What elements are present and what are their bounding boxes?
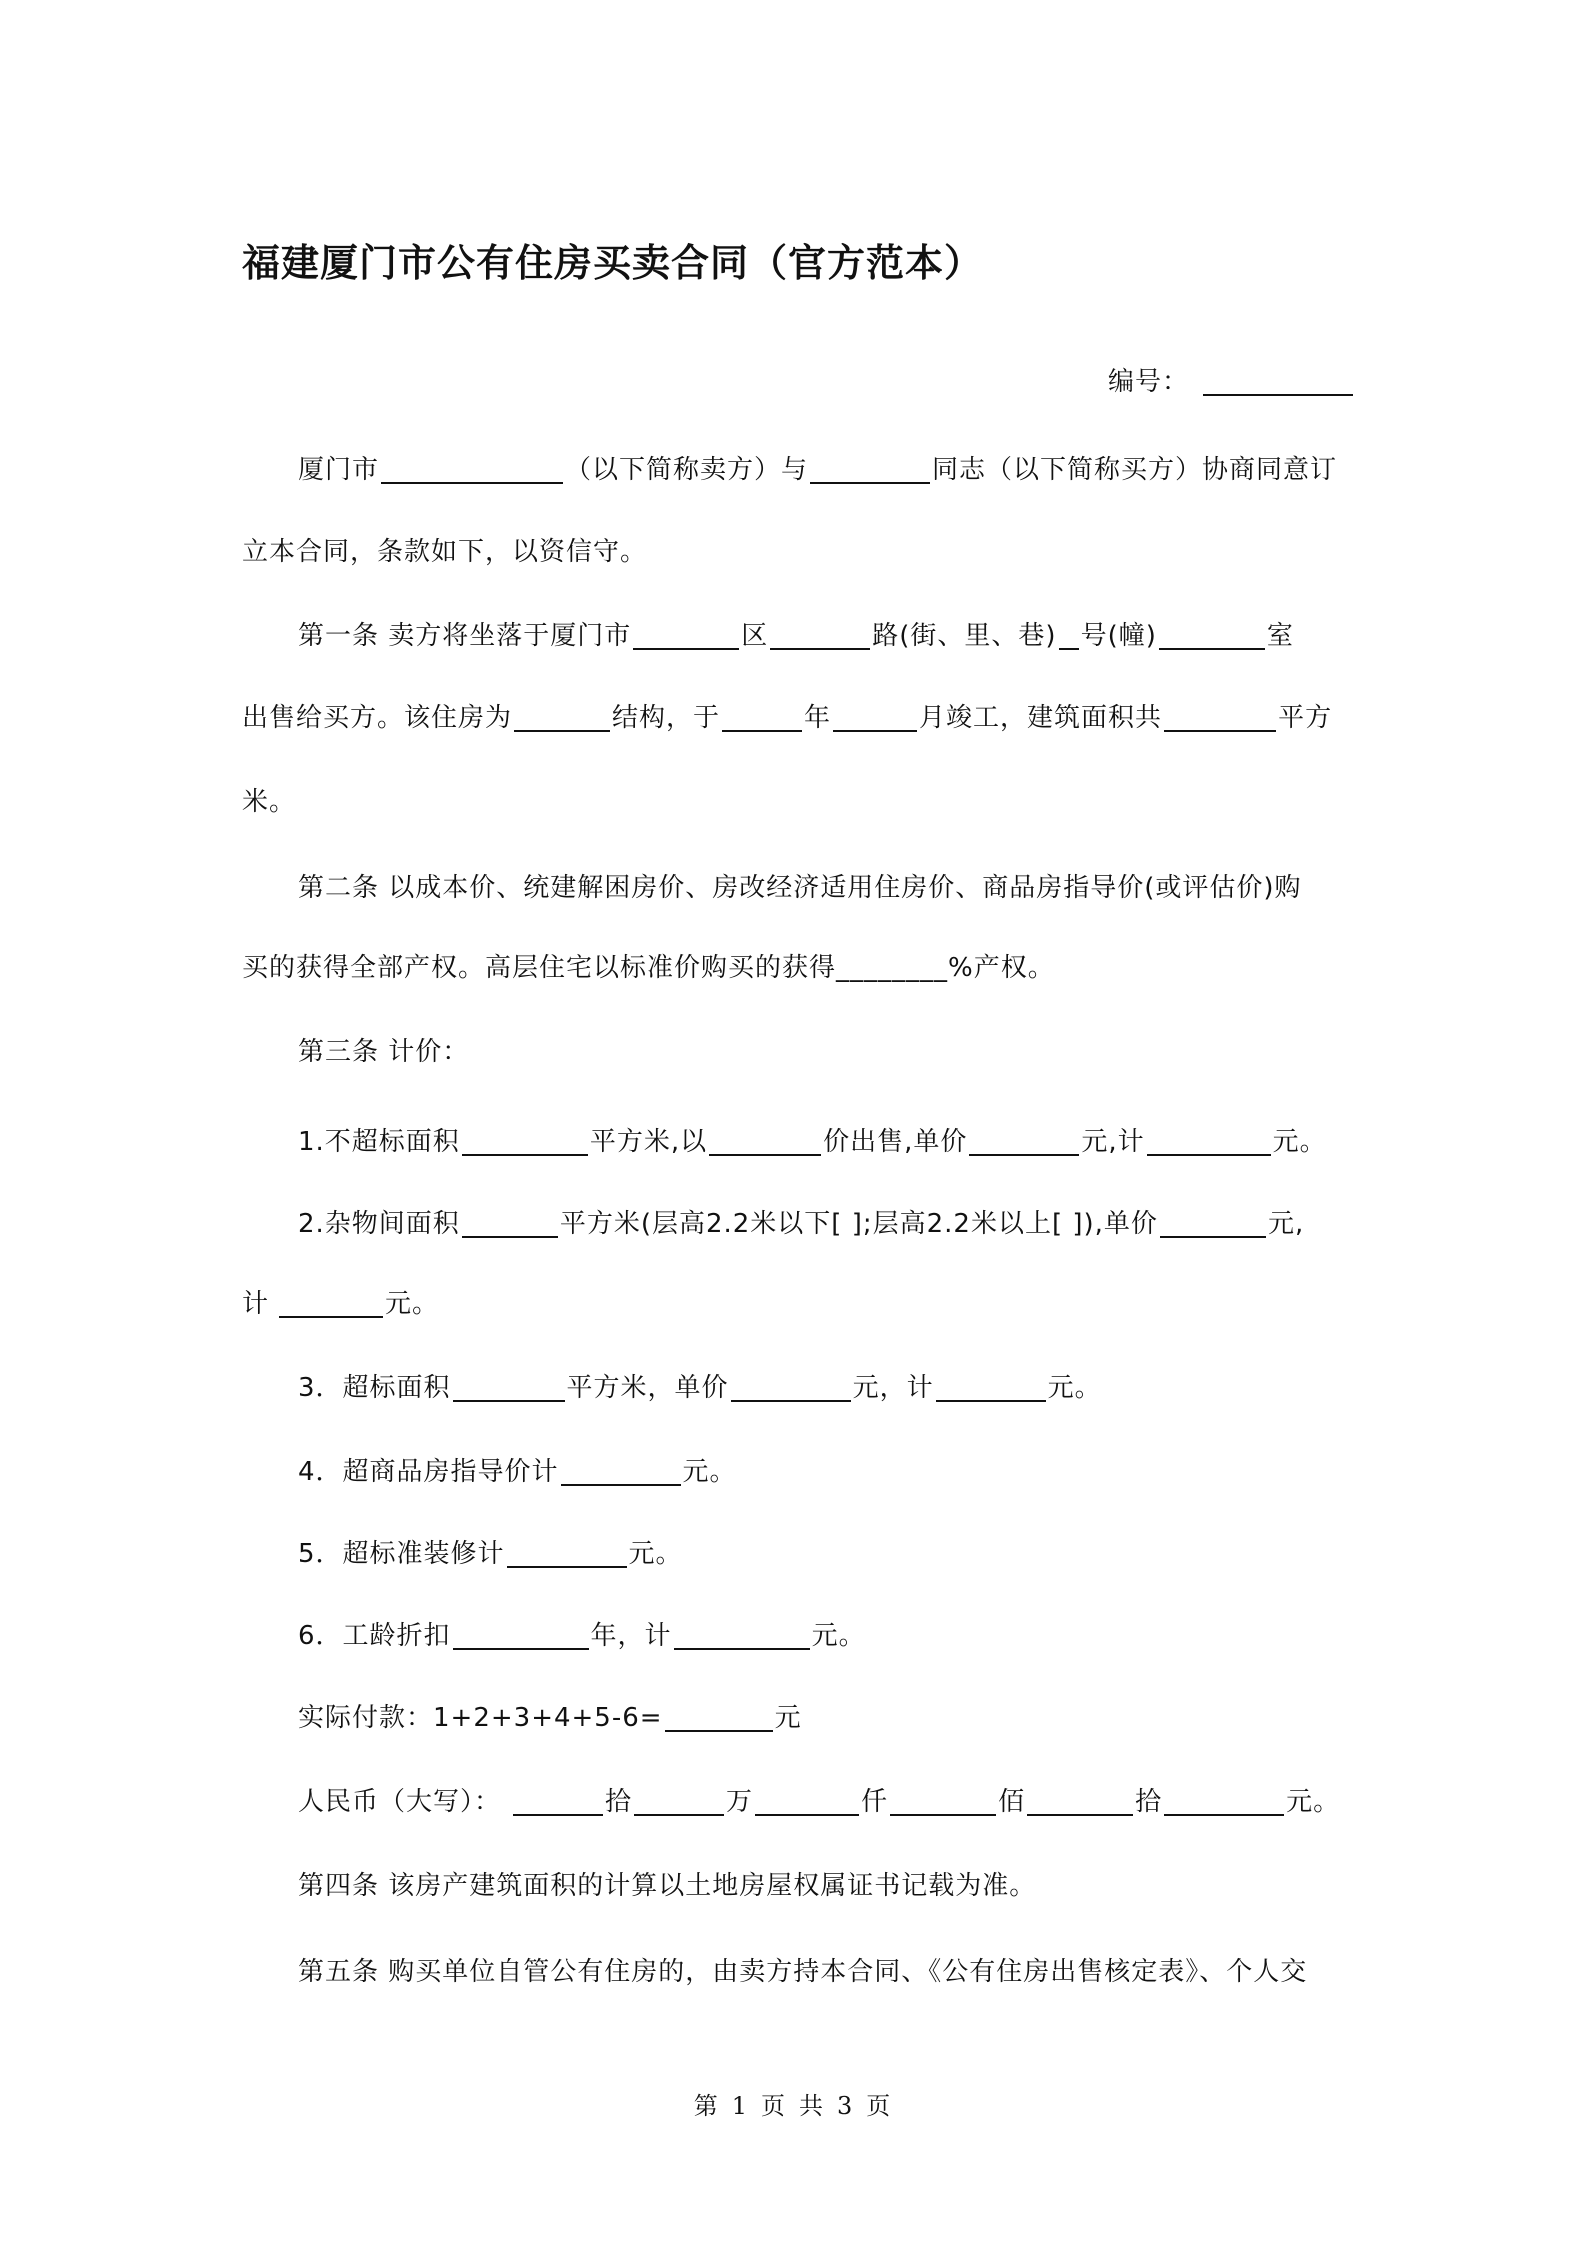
item-text: 2.杂物间面积 [298, 1209, 460, 1239]
item-text: 元, [1267, 1209, 1305, 1239]
intro-line-2: 立本合同，条款如下，以资信守。 [242, 537, 648, 567]
seniority-years-blank [453, 1618, 589, 1650]
intro-line-1 [298, 450, 1337, 490]
total-blank [1147, 1124, 1271, 1156]
amount-blank [513, 1784, 603, 1816]
item-text: 1.不超标面积 [298, 1127, 460, 1157]
article-text: 买的获得全部产权。高层住宅以标准价购买的获得 [242, 953, 837, 983]
article-text: 平方 [1278, 703, 1333, 733]
month-blank [833, 700, 917, 732]
current-page-number: 1 [731, 2092, 749, 2120]
footer-text: 第 [693, 2092, 720, 2120]
intro-text: 同志（以下简称买方）协商同意订 [932, 455, 1338, 485]
article-text: 出售给买方。该住房为 [242, 703, 513, 733]
article-text: 路(街、里、巷) [872, 621, 1057, 651]
storage-area-blank [462, 1206, 558, 1238]
structure-blank [514, 700, 610, 732]
room-blank [1159, 618, 1265, 650]
serial-label: 编号： [1108, 367, 1190, 397]
serial-number-line [1108, 362, 1355, 402]
area-blank [1164, 700, 1276, 732]
item-text: 元，计 [852, 1373, 934, 1403]
item-text: 元。 [385, 1289, 440, 1319]
article-2-line-1: 第二条 以成本价、统建解困房价、房改经济适用住房价、商品房指导价(或评估价)购 [298, 873, 1302, 903]
footer-text: 页 [866, 2092, 893, 2120]
article-1-line-3: 米。 [242, 787, 297, 817]
item-text: 元。 [1272, 1127, 1327, 1157]
intro-text: 厦门市 [298, 455, 380, 485]
item-text: 5．超标准装修计 [298, 1539, 505, 1569]
serial-blank [1203, 364, 1353, 396]
item-text: 价出售,单价 [823, 1127, 968, 1157]
article-1-line-2 [242, 698, 1332, 738]
footer-text: 页 [761, 2092, 787, 2120]
article-text: %产权。 [948, 953, 1055, 983]
article-text: 室 [1266, 621, 1294, 651]
excess-area-blank [453, 1370, 565, 1402]
article-5-line-1: 第五条 购买单位自管公有住房的，由卖方持本合同、《公有住房出售核定表》、个人交 [298, 1957, 1308, 1987]
item-text: 平方米,以 [589, 1127, 708, 1157]
item-text: 4．超商品房指导价计 [298, 1457, 559, 1487]
item-text: 平方米，单价 [566, 1373, 729, 1403]
article-1-line-1 [298, 616, 1294, 656]
article-text: 结构，于 [612, 703, 721, 733]
item-text: 平方米(层高2.2米以下[ ];层高2.2米以上[ ]),单价 [559, 1209, 1158, 1239]
item-text: 实际付款：1+2+3+4+5-6= [298, 1703, 663, 1733]
item-text: 元。 [1286, 1787, 1341, 1817]
item-text: 元,计 [1081, 1127, 1145, 1157]
item-text: 元。 [1047, 1373, 1102, 1403]
price-type-blank [709, 1124, 821, 1156]
excess-price-blank [561, 1454, 681, 1486]
district-blank [633, 618, 739, 650]
price-item-6 [298, 1616, 866, 1656]
buyer-blank [810, 452, 930, 484]
item-text: 拾 [605, 1787, 633, 1817]
price-item-2-cont [242, 1284, 439, 1324]
item-text: 元。 [682, 1457, 737, 1487]
unit-price-blank [1160, 1206, 1266, 1238]
item-text: 6．工龄折扣 [298, 1621, 451, 1651]
item-text: 佰 [998, 1787, 1026, 1817]
article-4: 第四条 该房产建筑面积的计算以土地房屋权属证书记载为准。 [298, 1871, 1037, 1901]
price-item-4 [298, 1452, 737, 1492]
unit-price-blank [731, 1370, 851, 1402]
amount-blank [890, 1784, 996, 1816]
price-item-1 [298, 1122, 1327, 1162]
item-text: 元 [774, 1703, 802, 1733]
rmb-uppercase-line [298, 1782, 1340, 1822]
amount-blank [1027, 1784, 1133, 1816]
footer-text: 共 [799, 2092, 825, 2120]
item-text: 拾 [1135, 1787, 1163, 1817]
article-2-line-2 [242, 948, 1055, 988]
price-item-2 [298, 1204, 1304, 1244]
article-text: 年 [804, 703, 832, 733]
unit-price-blank [969, 1124, 1079, 1156]
price-item-3 [298, 1368, 1102, 1408]
decoration-blank [507, 1536, 627, 1568]
item-text: 3．超标面积 [298, 1373, 451, 1403]
item-text: 计 [242, 1289, 270, 1319]
amount-blank [634, 1784, 724, 1816]
actual-payment-line [298, 1698, 802, 1738]
article-text: 第一条 卖方将坐落于厦门市 [298, 621, 632, 651]
article-text: 区 [741, 621, 769, 651]
ownership-percent-blank: ________ [836, 953, 949, 983]
total-blank [936, 1370, 1046, 1402]
price-item-5 [298, 1534, 683, 1574]
discount-blank [674, 1618, 810, 1650]
item-text: 万 [726, 1787, 754, 1817]
item-text: 年，计 [590, 1621, 672, 1651]
seller-blank [381, 452, 563, 484]
page-footer [0, 2086, 1586, 2121]
standard-area-blank [462, 1124, 588, 1156]
total-page-number: 3 [837, 2092, 855, 2120]
item-text: 元。 [628, 1539, 683, 1569]
year-blank [722, 700, 802, 732]
article-text: 号(幢) [1080, 621, 1157, 651]
article-3-heading: 第三条 计价： [298, 1037, 470, 1067]
total-blank [279, 1286, 383, 1318]
article-text: 月竣工，建筑面积共 [919, 703, 1163, 733]
number-blank [1059, 618, 1079, 650]
amount-blank [1164, 1784, 1284, 1816]
item-text: 仟 [861, 1787, 889, 1817]
road-blank [770, 618, 870, 650]
document-title: 福建厦门市公有住房买卖合同（官方范本） [242, 241, 984, 285]
item-text: 元。 [811, 1621, 866, 1651]
actual-payment-blank [665, 1700, 773, 1732]
item-text: 人民币（大写）： [298, 1787, 502, 1817]
intro-text: （以下简称卖方）与 [565, 455, 809, 485]
amount-blank [755, 1784, 859, 1816]
